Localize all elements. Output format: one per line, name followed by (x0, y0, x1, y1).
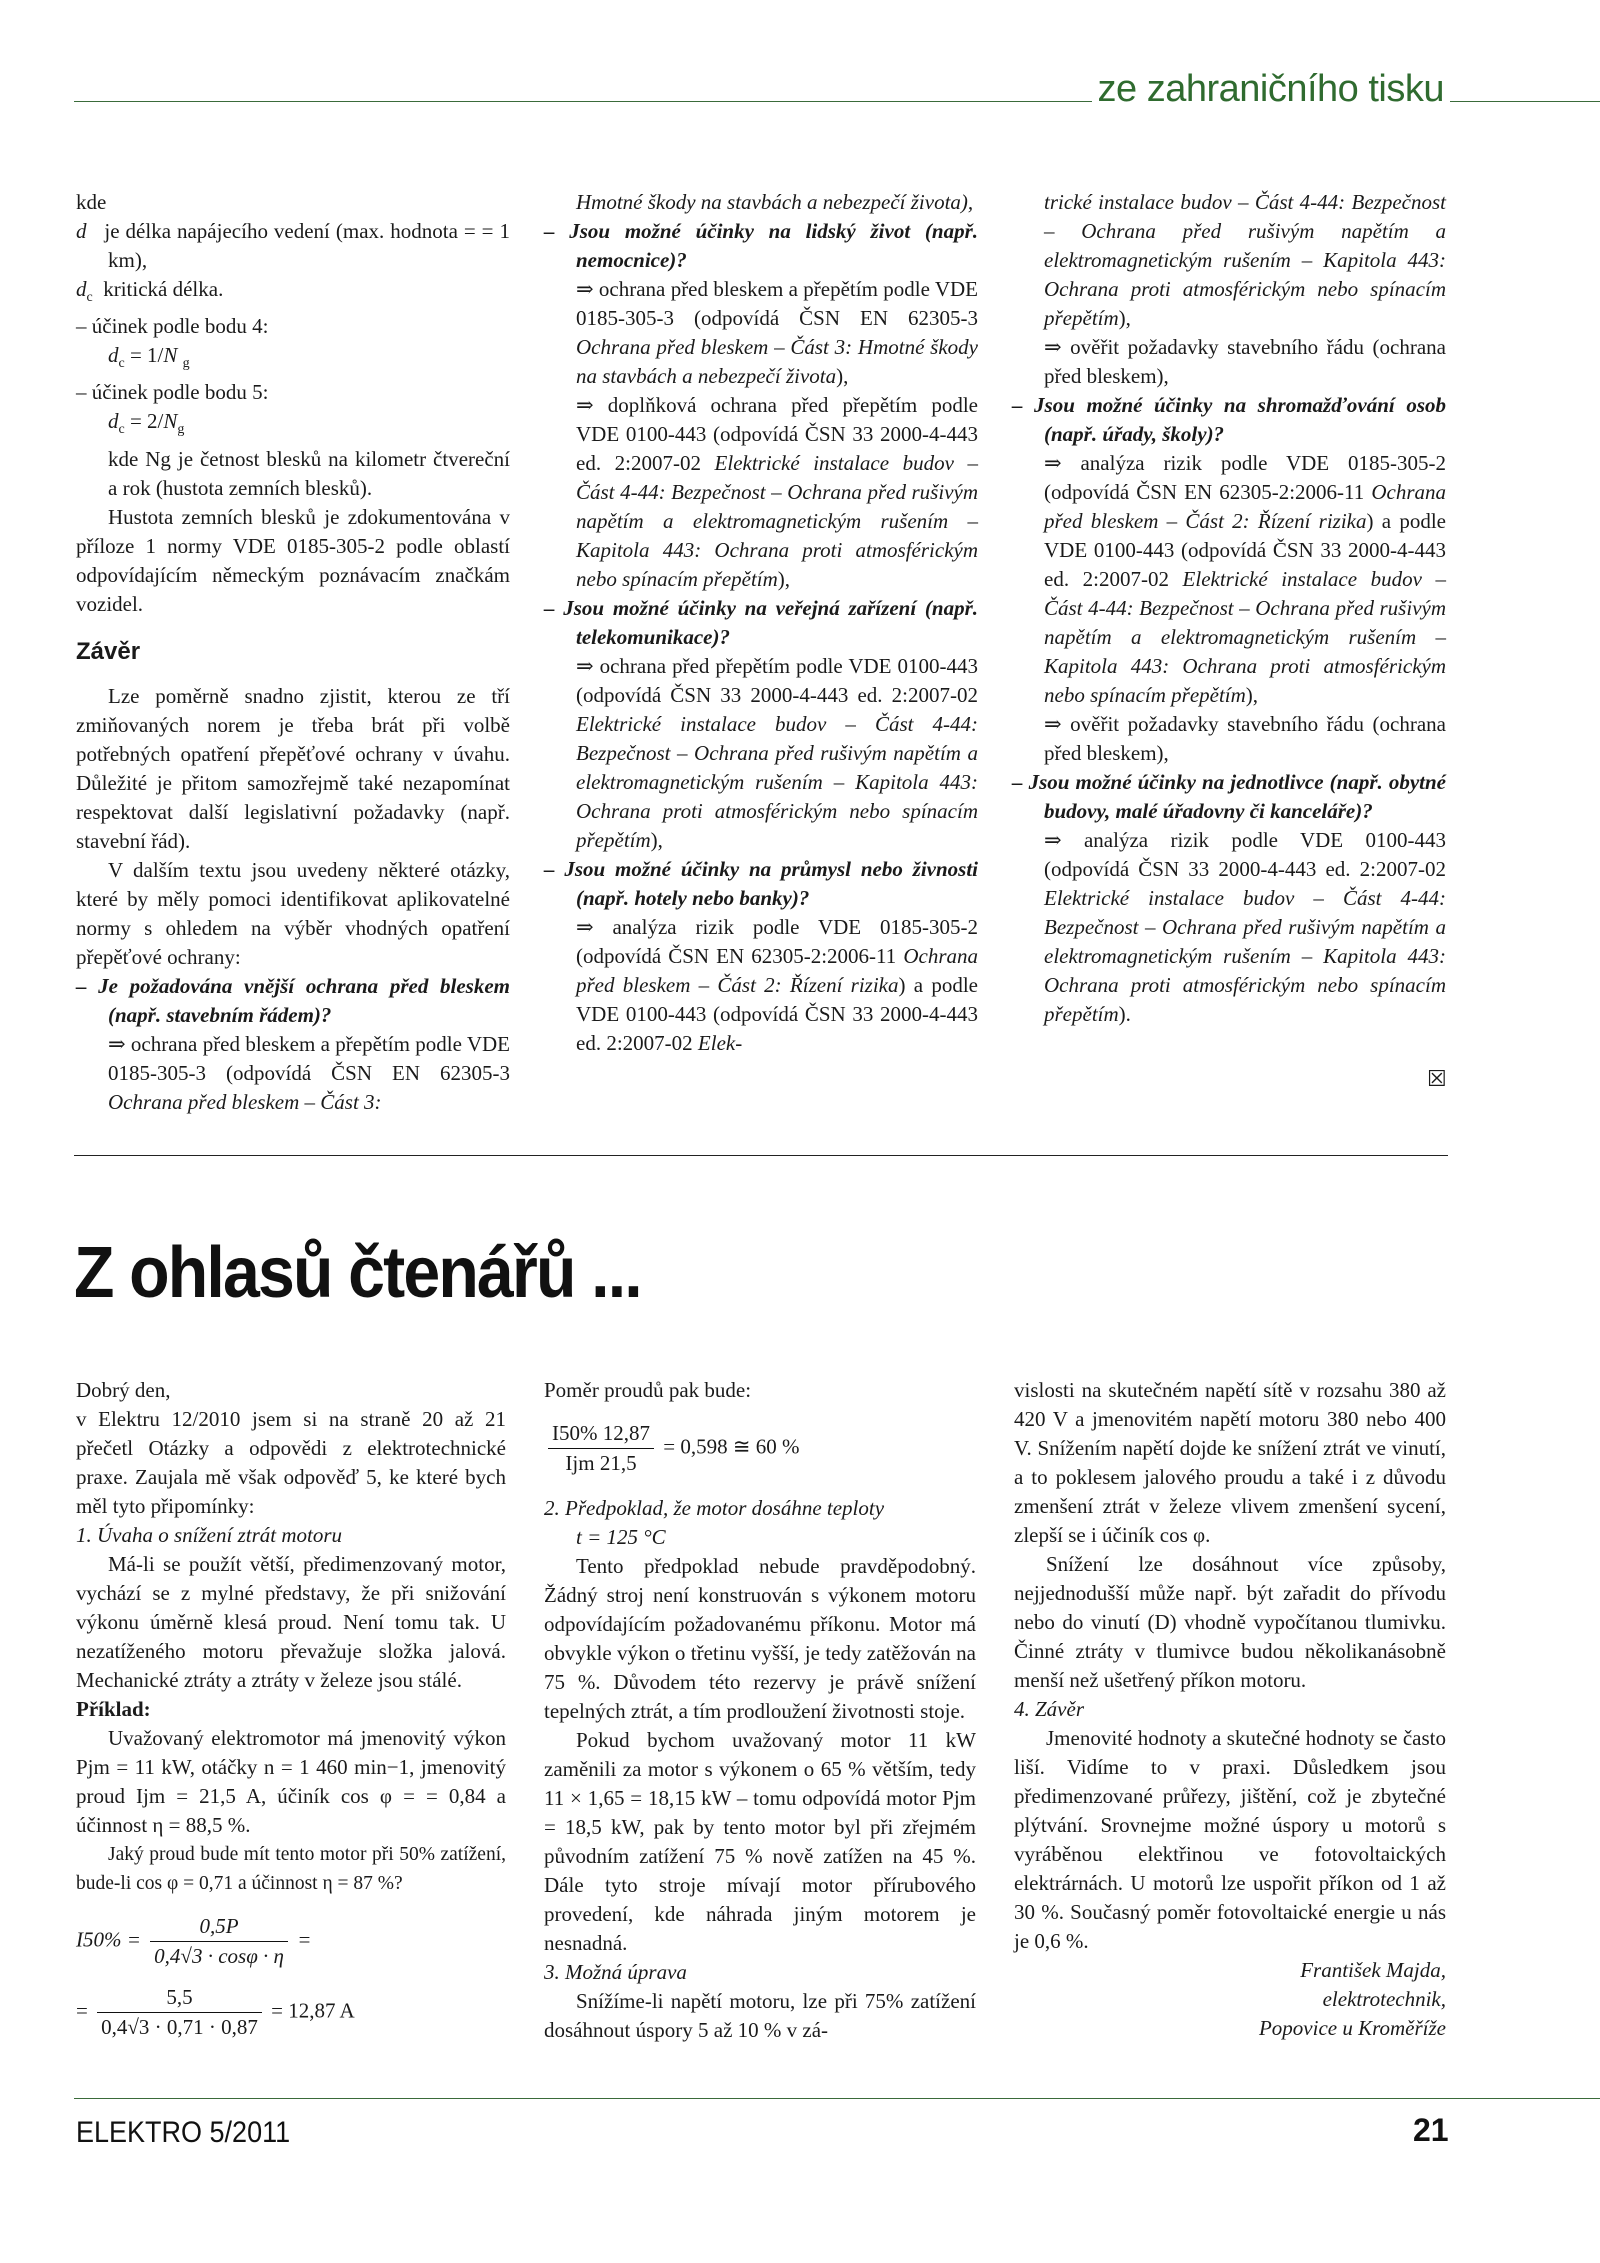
ratio-numerator: I50% 12,87 (548, 1419, 654, 1449)
article-column-3 (1012, 188, 1446, 1029)
letter-heading-3: 3. Možná úprava (544, 1960, 687, 1984)
answer-3: ⇒ ochrana před přepětím podle VDE 0100-443 (odpovídá ČSN 33 2000-4-443 ed. 2:2007-02 Elektrické instalace budov – Část 4-44: Bezpečnost – Ochrana před rušivým napětím a elektromagnetickým rušením – Kapitola 443: Ochrana proti atmosférickým nebo spínacím přepětím), (576, 654, 978, 852)
section-separator (74, 1155, 1448, 1156)
text-ng: kde Ng je četnost blesků na kilometr čtvereční a rok (hustota zemních blesků). (108, 446, 510, 500)
def-dc: $d_c$ kritická délka. (76, 277, 224, 306)
equation-2-numerator: 5,5 (97, 1983, 262, 2013)
letter-question: Jaký proud bude mít tento motor při 50% zatížení, bude-li cos φ = 0,71 a účinnost η = 87 %? (76, 1844, 506, 1894)
item-bod4: – účinek podle bodu 4: (76, 314, 269, 339)
text-kde: kde (76, 190, 107, 214)
letters-title: Z ohlasů čtenářů ... (74, 1233, 641, 1313)
answer-2a: ⇒ ochrana před bleskem a přepětím podle VDE 0185-305-3 (odpovídá ČSN EN 62305-3 Ochrana před bleskem – Část 3: Hmotné škody na stavbách a nebezpečí života), (576, 277, 978, 388)
letter-greeting: Dobrý den, (76, 1378, 171, 1402)
question-5: – Jsou možné účinky na shromažďování osob (např. úřady, školy)? (1012, 393, 1446, 446)
answer-2b: ⇒ doplňková ochrana před přepětím podle VDE 0100-443 (odpovídá ČSN 33 2000-4-443 ed. 2:2007-02 Elektrické instalace budov – Část 4-44: Bezpečnost – Ochrana před rušivým napětím a elektromagnetickým rušením – Kapitola 443: Ochrana proti atmosférickým nebo spínacím přepětím), (576, 393, 978, 591)
letter-intro: v Elektru 12/2010 jsem si na straně 20 až 21 přečetl Otázky a odpovědi z elektrotechnické praxe. Zaujala mě však odpověď 5, ke které bych měl tyto připomínky: (76, 1407, 506, 1518)
equation-2-fraction (97, 1983, 262, 2042)
text-hustota: Hustota zemních blesků je zdokumentována v příloze 1 normy VDE 0185-305-2 podle oblastí odpovídajícím německým poznávacím značkám vozidel. (76, 504, 510, 616)
letters-column-3 (1014, 1376, 1446, 2043)
item-bod5: – účinek podle bodu 5: (76, 380, 269, 405)
letter-heading-1: 1. Úvaha o snížení ztrát motoru (76, 1523, 343, 1547)
page-number: 21 (1413, 2112, 1449, 2148)
letter-heading-2: 2. Předpoklad, že motor dosáhne teploty (544, 1496, 885, 1520)
equation-2-result: = 12,87 A (271, 1998, 355, 2023)
answer-5b: ⇒ ověřit požadavky stavebního řádu (ochrana před bleskem), (1044, 712, 1446, 765)
end-of-article-icon: ☒ (1427, 1066, 1447, 1091)
equation-2: = $\frac{5,5}{0,4√3 \cdot 0,71 \cdot 0,87}$ = 12,87 A (76, 1983, 506, 2042)
article-column-1 (76, 188, 510, 1117)
letter-text-4: Snížíme-li napětí motoru, lze při 75% zatížení dosáhnout úspory 5 až 10 % v zá- (544, 1989, 976, 2042)
equation-2-denominator: 0,4√3 · 0,71 · 0,87 (101, 2015, 258, 2039)
letter-heading-2-temp: t = 125 °C (576, 1525, 666, 1549)
heading-zaver: Závěr (76, 637, 141, 665)
issue-label: ELEKTRO 5/2011 (76, 2116, 291, 2149)
footer-rule (74, 2098, 1600, 2099)
answer-4-cont: trické instalace budov – Část 4-44: Bezpečnost – Ochrana před rušivým napětím a elektromagnetickým rušením – Kapitola 443: Ochrana proti atmosférickým nebo spínacím přepětím), (1044, 190, 1446, 330)
letter-heading-4: 4. Závěr (1014, 1697, 1084, 1721)
letter-example-label: Příklad: (76, 1697, 151, 1721)
signature-place: Popovice u Kroměříže (1258, 2016, 1446, 2040)
ratio-intro: Poměr proudů pak bude: (544, 1378, 752, 1402)
formula-dc1: $d_c = 1/N$ $_g$ (108, 343, 190, 372)
letter-text-1: Má-li se použít větší, předimenzovaný motor, vychází se z mylné představy, že při snižování výkonu úměrně klesá proud. Není tomu tak. U nezatíženého motoru převažuje složka jalová. Mechanické ztráty a ztráty v železe jsou stálé. (76, 1552, 506, 1692)
equation-1: I50% = $\frac{0,5P}{0,4√3 \cdot \cos\varphi \cdot \eta}$ = (76, 1912, 506, 1971)
answer-4-extra: ⇒ ověřit požadavky stavebního řádu (ochrana před bleskem), (1044, 335, 1446, 388)
letters-column-2 (544, 1376, 976, 2045)
answer-4: ⇒ analýza rizik podle VDE 0185-305-2 (odpovídá ČSN EN 62305-2:2006-11 Ochrana před bleskem – Část 2: Řízení rizika) a podle VDE 0100-443 (odpovídá ČSN 33 2000-4-443 ed. 2:2007-02 Elek- (576, 915, 978, 1055)
question-1: – Je požadována vnější ochrana před bleskem (např. stavebním řádem)? (76, 973, 510, 1027)
answer-1: ⇒ ochrana před bleskem a přepětím podle VDE 0185-305-3 (odpovídá ČSN EN 62305-3 Ochrana před bleskem – Část 3: (108, 1031, 510, 1114)
ratio-denominator: Ijm 21,5 (565, 1451, 637, 1475)
letter-text-5: vislosti na skutečném napětí sítě v rozsahu 380 až 420 V a jmenovitém napětí motoru 380 nebo 400 V. Snížením napětí dojde ke snížení ztrát ve vinutí, a to poklesem jalového proudu a také i z důvodu zmenšení ztrát v železe vlivem zmenšení sycení, zlepší se i účiník cos φ. (1014, 1378, 1446, 1547)
letter-text-2: Tento předpoklad nebude pravděpodobný. Žádný stroj není konstruován s výkonem motoru odpovídajícím požadovanému příkonu. Motor má obvykle výkon o třetinu vyšší, je tedy zatěžován na 75 %. Důvodem této rezervy je právě snížení tepelných ztrát, a tím prodloužení životnosti stoje. (544, 1554, 976, 1723)
letter-text-7: Jmenovité hodnoty a skutečné hodnoty se často liší. Vidíme to v praxi. Důsledkem jsou předimenzované průřezy, jištění, což je zbytečné plýtvání. Srovnejme možné úspory u motorů s vyráběnou elektřinou ve fotovoltaických elektrárnách. U motorů lze uspořit příkon od 1 až 30 %. Současný poměr fotovoltaické energie u nás je 0,6 %. (1014, 1726, 1446, 1953)
answer-1-cont: Hmotné škody na stavbách a nebezpečí života), (576, 190, 974, 214)
answer-5a: ⇒ analýza rizik podle VDE 0185-305-2 (odpovídá ČSN EN 62305-2:2006-11 Ochrana před bleskem – Část 2: Řízení rizika) a podle VDE 0100-443 (odpovídá ČSN 33 2000-4-443 ed. 2:2007-02 Elektrické instalace budov – Část 4-44: Bezpečnost – Ochrana před rušivým napětím a elektromagnetickým rušením – Kapitola 443: Ochrana proti atmosférickým nebo spínacím přepětím), (1044, 451, 1446, 707)
letter-text-3: Pokud bychom uvažovaný motor 11 kW zaměnili za motor s výkonem o 65 % větším, tedy 11 × 1,65 = 18,15 kW – tomu odpovídá motor Pjm = 18,5 kW, pak by tento motor byl při zřejmém původním zatížení 75 % nově zatížen na 45 %. Dále tyto stroje mívají motor přírubového provedení, kde náhrada jiným motorem je nesnadná. (544, 1728, 976, 1955)
question-6: – Jsou možné účinky na jednotlivce (např. obytné budovy, malé úřadovny či kanceláře)? (1012, 770, 1446, 823)
text-zaver-1: Lze poměrně snadno zjistit, kterou ze tří zmiňovaných norem je třeba brát při volbě potřebných opatření přepěťové ochrany v úvahu. Důležité je přitom samozřejmě také nezapomínat respektovat další legislativní požadavky (např. stavební řád). (76, 683, 510, 853)
letter-example-text: Uvažovaný elektromotor má jmenovitý výkon Pjm = 11 kW, otáčky n = 1 460 min−1, jmenovitý proud Ijm = 21,5 A, účiník cos φ = = 0,84 a účinnost η = 88,5 %. (76, 1726, 506, 1837)
answer-6: ⇒ analýza rizik podle VDE 0100-443 (odpovídá ČSN 33 2000-4-443 ed. 2:2007-02 Elektrické instalace budov – Část 4-44: Bezpečnost – Ochrana před rušivým napětím a elektromagnetickým rušením – Kapitola 443: Ochrana proti atmosférickým nebo spínacím přepětím). (1044, 828, 1446, 1026)
signature-name: František Majda, (1300, 1958, 1446, 1982)
def-d: d je délka napájecího vedení (max. hodnota = = 1 km), (76, 219, 510, 272)
signature-role: elektrotechnik, (1322, 1987, 1446, 2011)
question-2: – Jsou možné účinky na lidský život (např. nemocnice)? (544, 219, 978, 272)
ratio-fraction (548, 1419, 654, 1478)
equation-1-numerator: 0,5P (150, 1912, 288, 1942)
equation-1-lhs: I50% (76, 1927, 122, 1952)
article-column-2 (544, 188, 978, 1058)
ratio-equation (544, 1419, 976, 1478)
equation-1-denominator: 0,4√3 · cosφ · η (154, 1944, 284, 1968)
question-4: – Jsou možné účinky na průmysl nebo živnosti (např. hotely nebo banky)? (544, 857, 978, 910)
text-zaver-2: V dalším textu jsou uvedeny některé otázky, které by měly pomoci identifikovat aplikovatelné normy s ohledem na výběr vhodných opatření přepěťové ochrany: (76, 857, 510, 969)
ratio-result: = 0,598 ≅ 60 % (663, 1434, 800, 1459)
letter-text-6: Snížení lze dosáhnout více způsoby, nejjednodušší může např. být zařadit do přívodu nebo do vinutí (D) vhodně vypočítanou tlumivku. Činné ztráty v tlumivce budou několikanásobně menší než ušetřený příkon motoru. (1014, 1552, 1446, 1692)
letters-column-1 (76, 1376, 506, 2042)
formula-dc2: $d_c = 2/N_g$ (108, 409, 185, 438)
question-3: – Jsou možné účinky na veřejná zařízení (např. telekomunikace)? (544, 596, 978, 649)
equation-1-fraction (150, 1912, 288, 1971)
section-label: ze zahraničního tisku (1092, 68, 1450, 111)
